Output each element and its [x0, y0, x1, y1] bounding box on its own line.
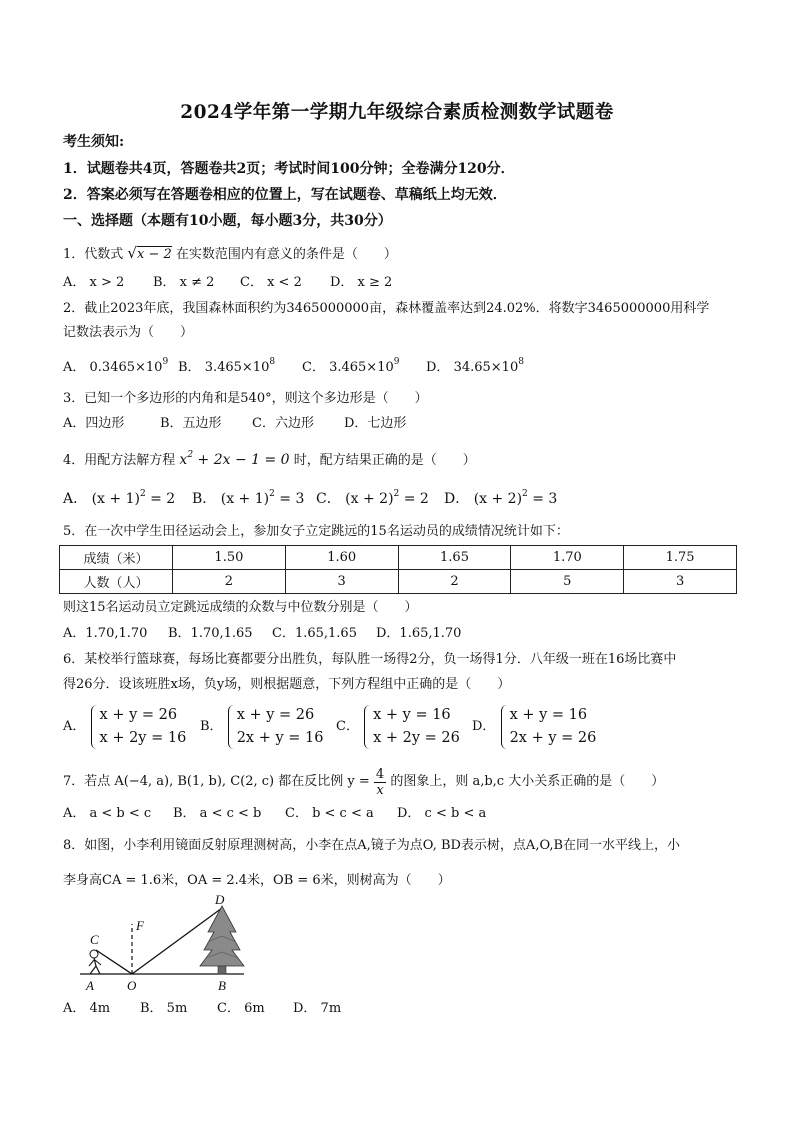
- question-1: [63, 244, 397, 264]
- table-cell: 3: [624, 570, 737, 594]
- q6-option-a-label: A．: [63, 719, 86, 734]
- table-cell: 3: [285, 570, 398, 594]
- label-C: C: [90, 932, 99, 947]
- exam-title: 2024学年第一学期九年级综合素质检测数学试题卷: [180, 102, 614, 123]
- equation-system: [227, 704, 324, 750]
- table-cell: 1.65: [398, 546, 511, 570]
- q1-prefix: 1．代数式: [63, 247, 124, 262]
- q6-option-b-label: B．: [200, 719, 223, 734]
- q6-option-c-label: C．: [336, 719, 359, 734]
- fraction-denominator: x: [376, 782, 384, 798]
- notice-heading: 考生须知:: [63, 134, 125, 150]
- q4-option-c: C． $(x + 2)^2 = 2$: [316, 489, 429, 507]
- q4-prefix: 4．用配方法解方程: [63, 453, 176, 468]
- q8-option-a: A． 4m: [63, 1001, 111, 1016]
- tree-icon: [200, 906, 244, 974]
- table-cell: 1.60: [285, 546, 398, 570]
- q2-option-d-label: D．: [426, 360, 450, 375]
- q4-option-c-rhs: = 2: [399, 491, 429, 507]
- q1-suffix: 在实数范围内有意义的条件是（ ）: [175, 247, 397, 262]
- q2-option-a-label: A．: [63, 360, 86, 375]
- q6-line-1: 6．某校举行篮球赛，每场比赛都要分出胜负，每队胜一场得2分，负一场得1分．八年级一班在16场比赛中: [63, 652, 677, 667]
- q1-option-b: B． x ≠ 2: [153, 275, 215, 290]
- q5-after: 则这15名运动员立定跳远成绩的众数与中位数分别是（ ）: [63, 600, 418, 615]
- question-4: [63, 451, 476, 470]
- q1-option-c: C． x < 2: [240, 275, 302, 290]
- q6-option-c: [336, 704, 460, 750]
- system-equation-1: x + y = 26: [99, 707, 178, 723]
- q6-option-d: [472, 704, 596, 750]
- question-7: [63, 764, 664, 801]
- system-equation-2: 2x + y = 16: [236, 730, 324, 746]
- q6-option-a: [63, 704, 186, 750]
- table-row: [60, 546, 737, 570]
- q4-equation: $x^2 + 2x - 1 = 0$: [179, 450, 290, 468]
- q2-option-c: [302, 359, 399, 377]
- q4-option-a-expr: (x + 1): [91, 491, 140, 507]
- q1-radical: √x − 2: [127, 244, 172, 262]
- q7-option-d: D． c < b < a: [397, 806, 487, 821]
- q8-option-c: C． 6m: [217, 1001, 265, 1016]
- q2-option-a-base: 0.3465×10: [89, 360, 163, 375]
- q4-option-a: A． $(x + 1)^2 = 2$: [63, 489, 176, 507]
- q2-option-c-exp: 9: [393, 357, 400, 367]
- q2-option-d-exp: 8: [518, 357, 524, 367]
- q3-option-c: C．六边形: [252, 416, 314, 431]
- q7-fraction: [374, 767, 386, 798]
- q2-line-2: 记数法表示为（ ）: [63, 325, 194, 340]
- q4-option-d-label: D．: [444, 491, 470, 507]
- system-equation-1: x + y = 16: [509, 707, 588, 723]
- q4-option-d: D． $(x + 2)^2 = 3$: [444, 489, 558, 507]
- system-equation-1: x + y = 16: [373, 707, 451, 723]
- label-F: F: [136, 918, 144, 933]
- q7-option-b: B． a < c < b: [173, 806, 262, 821]
- q8-line-2: 李身高CA = 1.6米，OA = 2.4米，OB = 6米，则树高为（ ）: [63, 873, 451, 888]
- q4-option-a-label: A．: [63, 491, 88, 507]
- q7-suffix: 的图象上，则 a,b,c 大小关系正确的是（ ）: [390, 774, 665, 789]
- table-row: [60, 570, 737, 594]
- q4-option-d-expr: (x + 2): [473, 491, 523, 507]
- system-equation-1: x + y = 26: [236, 707, 315, 723]
- table-cell: 成绩（米）: [60, 546, 173, 570]
- section-heading: 一、选择题（本题有10小题，每小题3分，共30分）: [63, 213, 392, 229]
- table-cell: 5: [511, 570, 624, 594]
- system-equation-2: x + 2y = 16: [99, 730, 187, 746]
- q5-option-d: D．1.65,1.70: [376, 626, 462, 641]
- equation-system: [500, 704, 597, 750]
- q5-option-c: C．1.65,1.65: [272, 626, 357, 641]
- q2-option-b-label: B．: [178, 360, 201, 375]
- q2-option-a: [63, 359, 168, 377]
- q3-option-b: B．五边形: [160, 416, 222, 431]
- q7-prefix: 7．若点 A(−4, a), B(1, b), C(2, c) 都在反比例 y =: [63, 774, 370, 789]
- q1-option-a: A． x > 2: [63, 275, 125, 290]
- table-cell: 人数（人）: [60, 570, 173, 594]
- incident-ray: [96, 950, 132, 974]
- q2-option-d: [426, 359, 524, 377]
- q2-option-a-exp: 9: [162, 357, 169, 367]
- table-cell: 1.70: [511, 546, 624, 570]
- q4-option-b-expr: (x + 1): [220, 491, 270, 507]
- label-B: B: [218, 978, 226, 993]
- system-equation-2: x + 2y = 26: [373, 730, 460, 746]
- q2-option-c-label: C．: [302, 360, 325, 375]
- q4-option-c-label: C．: [316, 491, 341, 507]
- table-cell: 1.75: [624, 546, 737, 570]
- label-D: D: [215, 892, 225, 907]
- q3-text: 3．已知一个多边形的内角和是540°，则这个多边形是（ ）: [63, 391, 428, 406]
- q5-option-b: B．1.70,1.65: [168, 626, 253, 641]
- scores-table: [59, 545, 737, 594]
- q4-option-d-rhs: = 3: [527, 491, 558, 507]
- q3-option-a: A．四边形: [63, 416, 125, 431]
- table-cell: 1.50: [173, 546, 286, 570]
- system-equation-2: 2x + y = 26: [509, 730, 597, 746]
- q4-equation-x: x: [179, 452, 188, 468]
- q4-option-b: B． $(x + 1)^2 = 3$: [192, 489, 305, 507]
- q5-text: 5．在一次中学生田径运动会上，参加女子立定跳远的15名运动员的成绩情况统计如下：: [63, 524, 569, 539]
- mirror-reflection-figure: [72, 892, 272, 994]
- q4-option-b-label: B．: [192, 491, 217, 507]
- notice-item-2: 2．答案必须写在答题卷相应的位置上，写在试题卷、草稿纸上均无效．: [63, 187, 507, 203]
- q4-option-c-expr: (x + 2): [345, 491, 394, 507]
- table-cell: 2: [398, 570, 511, 594]
- q4-equation-rest: + 2x − 1 = 0: [193, 452, 290, 468]
- q2-option-b: [178, 359, 275, 377]
- person-icon: [89, 950, 101, 974]
- q2-option-d-base: 34.65×10: [453, 360, 519, 375]
- q6-line-2: 得26分．设该班胜x场，负y场，则根据题意，下列方程组中正确的是（ ）: [63, 677, 511, 692]
- q8-option-d: D． 7m: [293, 1001, 342, 1016]
- q3-option-d: D．七边形: [344, 416, 407, 431]
- q2-option-c-base: 3.465×10: [329, 360, 394, 375]
- q1-radicand: x − 2: [136, 247, 172, 262]
- q1-option-d: D． x ≥ 2: [330, 275, 393, 290]
- q6-option-d-label: D．: [472, 719, 496, 734]
- q7-option-a: A． a < b < c: [63, 806, 152, 821]
- label-A: A: [86, 978, 94, 993]
- q4-option-a-rhs: = 2: [145, 491, 176, 507]
- q2-option-b-base: 3.465×10: [204, 360, 270, 375]
- label-O: O: [127, 978, 137, 993]
- q5-option-a: A．1.70,1.70: [63, 626, 148, 641]
- q2-line-1: 2．截止2023年底，我国森林面积约为3465000000亩，森林覆盖率达到24.02%．将数字3465000000用科学: [63, 301, 710, 316]
- q7-option-c: C． b < c < a: [285, 806, 374, 821]
- equation-system: [363, 704, 460, 750]
- q8-option-b: B． 5m: [140, 1001, 188, 1016]
- q4-option-b-rhs: = 3: [274, 491, 305, 507]
- equation-system: [90, 704, 187, 750]
- q6-option-b: [200, 704, 323, 750]
- notice-item-1: 1．试题卷共4页，答题卷共2页；考试时间100分钟；全卷满分120分．: [63, 161, 515, 177]
- fraction-numerator: 4: [375, 766, 385, 782]
- q2-option-b-exp: 8: [269, 357, 276, 367]
- q4-suffix: 时，配方结果正确的是（ ）: [293, 453, 476, 468]
- q8-line-1: 8．如图，小李利用镜面反射原理测树高，小李在点A,镜子为点O, BD表示树，点A,O,B在同一水平线上，小: [63, 838, 681, 853]
- table-cell: 2: [173, 570, 286, 594]
